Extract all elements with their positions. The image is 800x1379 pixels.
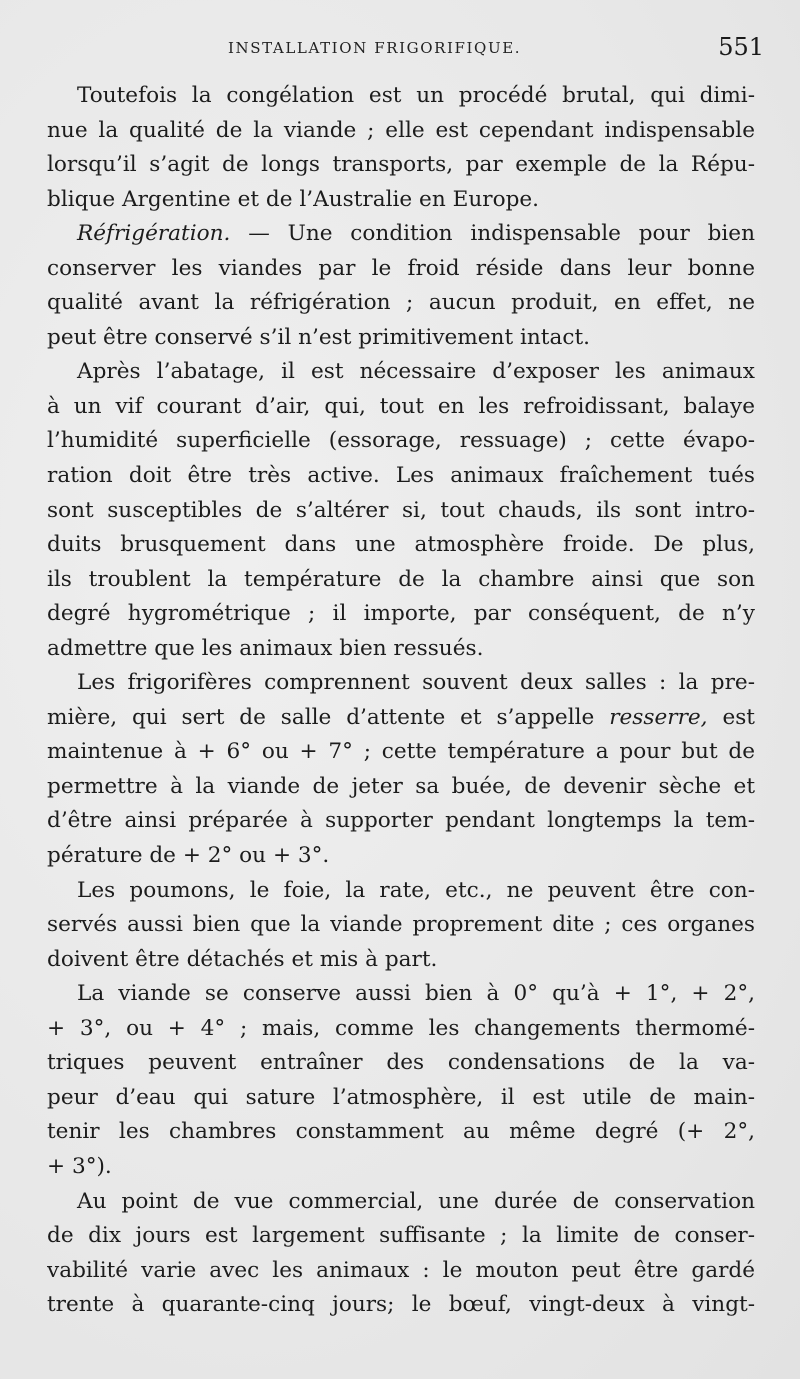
text-line: ration doit être très active. Les animaux fraîchement tués (47, 463, 755, 489)
text-line: peur d’eau qui sature l’atmosphère, il est utile de main- (47, 1084, 755, 1110)
section-heading: Réfrigération. (77, 221, 231, 247)
text-line: de dix jours est largement suffisante ; la limite de conser- (47, 1223, 755, 1249)
text-line: d’être ainsi préparée à supporter pendant longtemps la tem- (47, 808, 755, 834)
text-line: sont susceptibles de s’altérer si, tout chauds, ils sont intro- (47, 497, 755, 523)
text-line: à un vif courant d’air, qui, tout en les refroidissant, balaye (47, 393, 755, 419)
text-line: qualité avant la réfrigération ; aucun produit, en effet, ne (47, 290, 755, 316)
text-line: mière, qui sert de salle d’attente et s’appelle resserre, est (47, 704, 755, 730)
paragraph-refrigeration (47, 217, 755, 355)
text-line: vabilité varie avec les animaux : le mouton peut être gardé (47, 1257, 755, 1283)
text-line: Les frigorifères comprennent souvent deux salles : la pre- (77, 670, 755, 696)
text-line: servés aussi bien que la viande proprement dite ; ces organes (47, 912, 755, 938)
text-line: peut être conservé s’il n’est primitivement intact. (47, 324, 590, 350)
page-header (0, 33, 800, 63)
text-line: tenir les chambres constamment au même degré (+ 2°, (47, 1119, 755, 1145)
paragraph-congelation (47, 79, 755, 217)
text-line: maintenue à + 6° ou + 7° ; cette température a pour but de (47, 739, 755, 765)
page-number: 551 (718, 33, 764, 61)
text-line: l’humidité superficielle (essorage, ressuage) ; cette évapo- (47, 428, 755, 454)
text-line: Après l’abatage, il est nécessaire d’exposer les animaux (77, 359, 755, 385)
text-line: Les poumons, le foie, la rate, etc., ne peuvent être con- (77, 877, 755, 903)
paragraph-commercial (47, 1185, 755, 1323)
body-text (47, 79, 755, 1323)
text-line: Toutefois la congélation est un procédé brutal, qui dimi- (77, 83, 755, 108)
text-line: Réfrigération. — Une condition indispensable pour bien (77, 221, 755, 247)
text-line: triques peuvent entraîner des condensations de la va- (47, 1050, 755, 1076)
text-line: + 3°, ou + 4° ; mais, comme les changements thermomé- (47, 1015, 755, 1041)
paragraph-poumons (47, 874, 755, 978)
text-line: lorsqu’il s’agit de longs transports, par exemple de la Répu- (47, 152, 755, 178)
text-line: La viande se conserve aussi bien à 0° qu’à + 1°, + 2°, (77, 981, 755, 1007)
text-line: permettre à la viande de jeter sa buée, de devenir sèche et (47, 773, 755, 799)
text-line: blique Argentine et de l’Australie en Europe. (47, 186, 540, 212)
text-line: ils troublent la température de la chambre ainsi que son (47, 566, 755, 592)
paragraph-conservation-temperature (47, 977, 755, 1184)
text-line: admettre que les animaux bien ressués. (47, 635, 484, 661)
paragraph-abatage (47, 355, 755, 666)
running-title: INSTALLATION FRIGORIFIQUE. (228, 39, 522, 57)
italic-term: resserre, (609, 704, 708, 730)
text-line: + 3°). (47, 1153, 112, 1179)
text-line: trente à quarante-cinq jours; le bœuf, vingt-deux à vingt- (47, 1292, 755, 1318)
text-line: duits brusquement dans une atmosphère froide. De plus, (47, 532, 755, 558)
paragraph-frigoriferes (47, 666, 755, 873)
text-line: nue la qualité de la viande ; elle est cependant indispensable (47, 117, 755, 143)
text-line: pérature de + 2° ou + 3°. (47, 843, 330, 869)
text-line: conserver les viandes par le froid réside dans leur bonne (47, 255, 755, 281)
text-line: degré hygrométrique ; il importe, par conséquent, de n’y (47, 601, 755, 627)
text-line: Au point de vue commercial, une durée de conservation (77, 1188, 755, 1214)
text-line: doivent être détachés et mis à part. (47, 946, 438, 972)
